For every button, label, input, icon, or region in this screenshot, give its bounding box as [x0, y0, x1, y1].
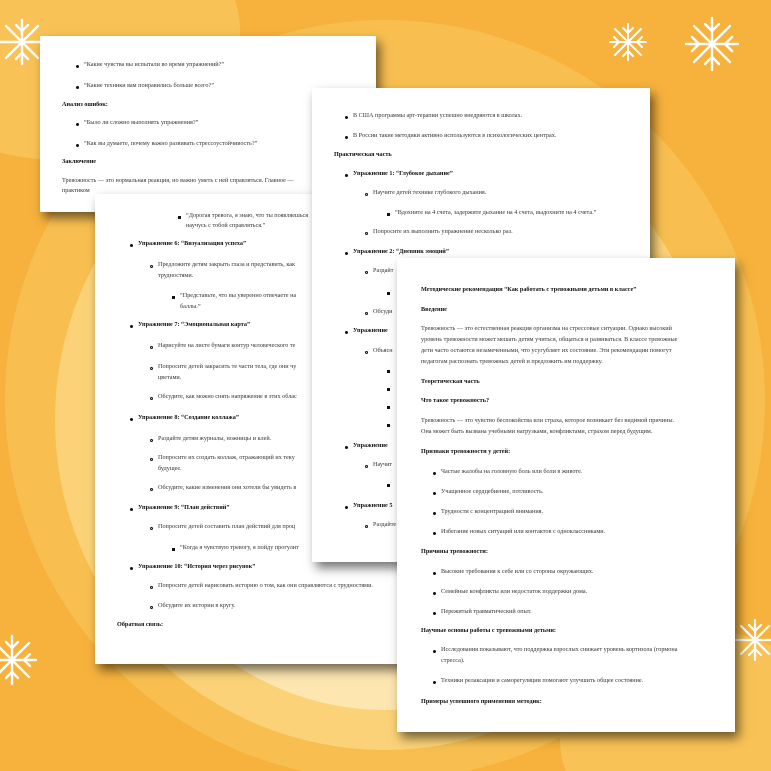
- bullet-icon: [433, 650, 436, 653]
- bullet-icon: [150, 488, 153, 491]
- page2-line: “Дорогая тревога, я знаю, что ты появляешься: [186, 212, 309, 219]
- page4-line: Тревожность — это чувство беспокойства или страха, которое возникает без видимой причины.: [421, 417, 675, 424]
- bullet-icon: [345, 506, 348, 509]
- page1-line: практиком: [62, 187, 90, 194]
- bullet-icon: [178, 216, 181, 219]
- bullet-icon: [433, 472, 436, 475]
- page1-line: “Какие техники вам понравились больше всего?”: [84, 82, 215, 89]
- page4-line: Семейные конфликты или недостаток поддержки дома.: [441, 588, 588, 595]
- bullet-icon: [150, 606, 153, 609]
- bullet-icon: [150, 439, 153, 442]
- page4-line: Учащенное сердцебиение, потливость.: [441, 488, 544, 495]
- page3-heading: Упражнение 1: “Глубокое дыхание”: [353, 170, 453, 177]
- bullet-icon: [76, 123, 79, 126]
- page1-heading: Анализ ошибок:: [62, 101, 108, 108]
- page1-heading: Заключение: [62, 158, 97, 165]
- page4-line: Избегание новых ситуаций или контактов с одноклассниками.: [441, 528, 606, 535]
- bullet-icon: [130, 418, 133, 421]
- page3-heading: Практическая часть: [334, 151, 392, 158]
- bullet-icon: [345, 446, 348, 449]
- bullet-icon: [433, 532, 436, 535]
- bullet-icon: [150, 527, 153, 530]
- snowflake-icon: [686, 18, 738, 70]
- page3-line: Раздайте: [373, 521, 397, 528]
- page3-line: В США программы арт-терапии успешно внедряются в школах.: [353, 112, 523, 119]
- bullet-icon: [150, 397, 153, 400]
- bullet-icon: [387, 406, 390, 409]
- page4-line: Частые жалобы на головную боль или боли в животе.: [441, 468, 583, 475]
- page2-line: Попросите их создать коллаж, отражающий их теку: [158, 454, 295, 461]
- page2-heading: Упражнение 8: “Создание коллажа”: [138, 414, 239, 421]
- bullet-icon: [433, 681, 436, 684]
- bullet-icon: [172, 296, 175, 299]
- page2-line: Обсудите, как можно снять напряжение в этих облас: [158, 393, 297, 400]
- bullet-icon: [433, 572, 436, 575]
- page2-heading: Упражнение 7: “Эмоциональная карта”: [138, 321, 251, 328]
- bullet-icon: [345, 252, 348, 255]
- bullet-icon: [172, 548, 175, 551]
- bullet-icon: [130, 567, 133, 570]
- page2-line: Попросите детей составить план действий для проц: [158, 523, 296, 530]
- page4-title: Методические рекомендации “Как работать с тревожными детьми в классе”: [421, 286, 637, 293]
- page4-line: педагогам распознать тревожных детей и предложить им поддержку.: [421, 358, 603, 365]
- bullet-icon: [150, 458, 153, 461]
- bullet-icon: [76, 144, 79, 147]
- page3-heading: Упражнение 5: [353, 502, 393, 509]
- document-page-4: [397, 258, 735, 732]
- page4-line: Пережитый травматический опыт.: [441, 608, 532, 615]
- page2-line: баллы.”: [180, 303, 201, 310]
- bullet-icon: [150, 367, 153, 370]
- page2-line: цветами.: [158, 374, 182, 381]
- page4-heading: Причины тревожности:: [421, 548, 488, 555]
- page2-line: Предложите детям закрыть глаза и представить, как: [158, 261, 295, 268]
- page4-heading: Примеры успешного применения методик:: [421, 698, 542, 705]
- page3-heading: Упражнение 2: “Дневник эмоций”: [353, 248, 449, 255]
- page4-heading: Введение: [421, 306, 447, 313]
- page2-line: Попросите детей закрасить те части тела, где они чу: [158, 363, 297, 370]
- bullet-icon: [365, 312, 368, 315]
- bullet-icon: [365, 465, 368, 468]
- snowflake-icon: [0, 20, 44, 64]
- page3-line: “Вдохните на 4 счета, задержите дыхание на 4 счета, выдохните на 4 счета.”: [395, 209, 597, 216]
- bullet-icon: [433, 512, 436, 515]
- page4-line: Трудности с концентрацией внимания.: [441, 508, 544, 515]
- page1-line: Тревожность — это нормальная реакция, но важно уметь с ней справляться. Главное —: [62, 177, 294, 184]
- page4-line: Она может быть вызвана учебными нагрузками, конфликтами, страхом перед будущим.: [421, 428, 653, 435]
- page4-heading: Научные основы работы с тревожными детьми:: [421, 627, 556, 634]
- page2-line: “Представьте, что вы уверенно отвечаете на: [180, 292, 297, 299]
- page2-line: Попросите детей нарисовать историю о том, как они справляются с трудностями.: [158, 582, 373, 589]
- page4-line: Техники релаксации и саморегуляции помогают улучшить общее состояние.: [441, 677, 644, 684]
- bullet-icon: [345, 331, 348, 334]
- bullet-icon: [387, 424, 390, 427]
- page3-line: Раздайт: [373, 267, 394, 274]
- page3-heading: Упражнение: [353, 442, 388, 449]
- page4-heading: Что такое тревожность?: [421, 397, 490, 404]
- page4-heading: Признаки тревожности у детей:: [421, 448, 511, 455]
- bullet-icon: [365, 193, 368, 196]
- bullet-icon: [433, 492, 436, 495]
- page1-line: “Как вы думаете, почему важно развивать стрессоустойчивость?”: [84, 140, 258, 147]
- bullet-icon: [150, 346, 153, 349]
- bullet-icon: [345, 174, 348, 177]
- page1-line: “Было ли сложно выполнять упражнения?”: [84, 119, 199, 126]
- page3-heading: Упражнение: [353, 327, 388, 334]
- bullet-icon: [345, 116, 348, 119]
- page2-heading: Обратная связь:: [117, 621, 164, 628]
- page4-line: Высокие требования к себе или со стороны окружающих.: [441, 568, 594, 575]
- bullet-icon: [150, 265, 153, 268]
- page2-line: Раздайте детям журналы, ножницы и клей.: [158, 435, 272, 442]
- page2-line: Нарисуйте на листе бумаги контур человеческого те: [158, 342, 296, 349]
- page2-heading: Упражнение 10: “История через рисунок”: [138, 563, 256, 570]
- page2-line: будущее.: [158, 465, 182, 472]
- bullet-icon: [365, 232, 368, 235]
- bullet-icon: [365, 525, 368, 528]
- page2-heading: Упражнение 9: “План действий”: [138, 504, 230, 511]
- bullet-icon: [387, 484, 390, 487]
- bullet-icon: [365, 271, 368, 274]
- page4-line: Исследования показывают, что поддержка взрослых снижает уровень кортизола (гормона: [441, 646, 678, 653]
- page2-line: “Когда я чувствую тревогу, я пойду прогулит: [180, 544, 299, 551]
- page3-line: В России такие методики активно используются в психологических центрах.: [353, 132, 557, 139]
- page2-line: Обсудите, какие изменения они хотели бы увидеть в: [158, 484, 297, 491]
- page1-line: “Какие чувства вы испытали во время упражнений?”: [84, 61, 225, 68]
- bullet-icon: [150, 586, 153, 589]
- page4-heading: Теоретическая часть: [421, 378, 480, 385]
- bullet-icon: [387, 292, 390, 295]
- bullet-icon: [387, 370, 390, 373]
- bullet-icon: [76, 86, 79, 89]
- page2-heading: Упражнение 6: “Визуализация успеха”: [138, 240, 247, 247]
- page4-line: уровень тревожности может мешать детям учиться, общаться и развиваться. В классе тревожные: [421, 336, 678, 343]
- bullet-icon: [76, 65, 79, 68]
- page3-line: Попросите их выполнить упражнение несколько раз.: [373, 228, 513, 235]
- bullet-icon: [365, 351, 368, 354]
- page2-line: трудностями.: [158, 272, 194, 279]
- page3-line: Обсуди: [373, 308, 393, 315]
- bullet-icon: [345, 136, 348, 139]
- bullet-icon: [130, 508, 133, 511]
- page4-line: стресса).: [441, 657, 465, 664]
- page3-line: Научите детей технике глубокого дыхания.: [373, 189, 487, 196]
- page3-line: Научит: [373, 461, 393, 468]
- bullet-icon: [130, 244, 133, 247]
- page2-line: научусь с тобой справляться.”: [186, 222, 266, 229]
- page4-line: Тревожность — это естественная реакция организма на стрессовые ситуации. Однако высокий: [421, 325, 672, 332]
- snowflake-icon: [610, 24, 646, 60]
- page2-line: Обсудите их истории в кругу.: [158, 602, 236, 609]
- page4-line: дети часто остаются незамеченными, что усугубляет их состояние. Эти рекомендации помогут: [421, 347, 672, 354]
- bullet-icon: [433, 592, 436, 595]
- page3-line: Объясн: [373, 347, 393, 354]
- bullet-icon: [130, 325, 133, 328]
- bullet-icon: [387, 213, 390, 216]
- bullet-icon: [433, 612, 436, 615]
- bullet-icon: [387, 388, 390, 391]
